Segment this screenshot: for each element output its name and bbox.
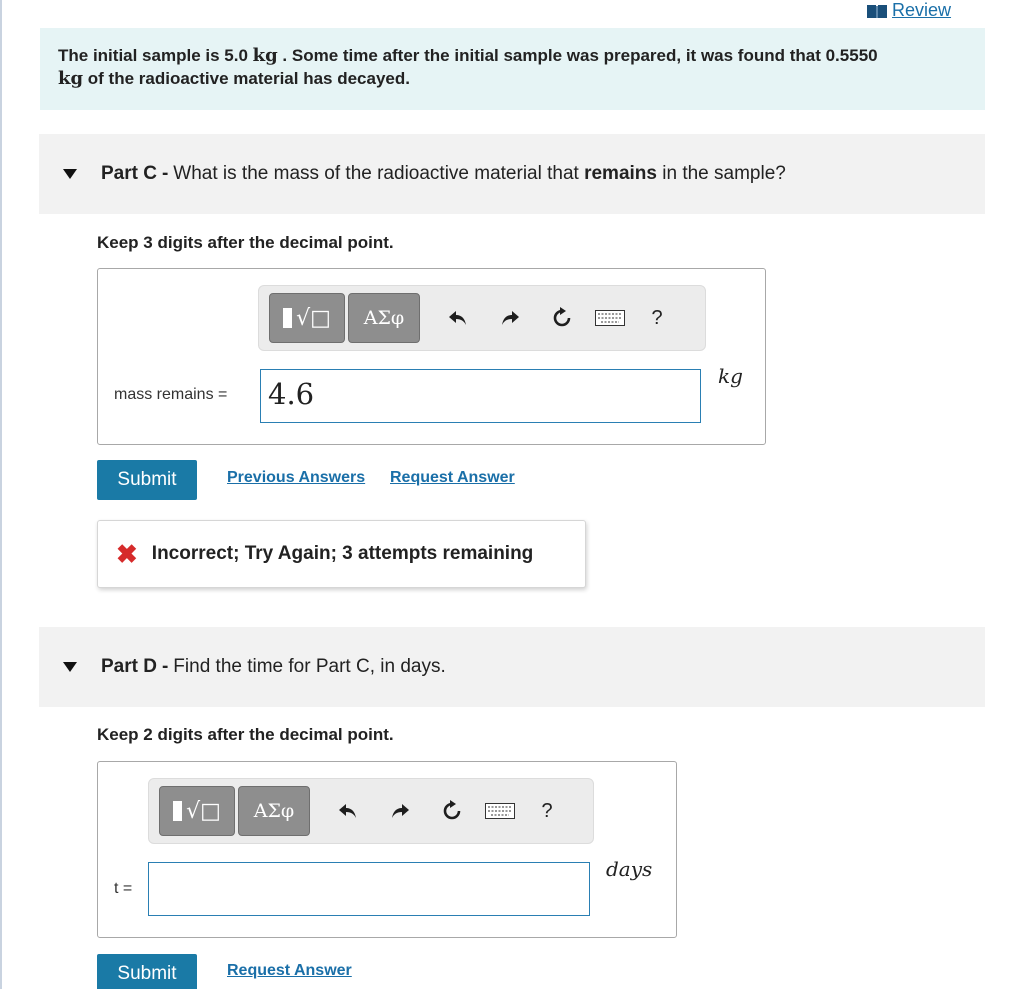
part-c-math-toolbar bbox=[258, 285, 706, 351]
keyboard-icon[interactable] bbox=[590, 298, 630, 338]
part-d-header[interactable] bbox=[39, 627, 985, 707]
redo-icon[interactable] bbox=[380, 791, 420, 831]
part-c-question-b: in the sample? bbox=[662, 163, 786, 184]
part-c-instruction: Keep 3 digits after the decimal point. bbox=[97, 233, 394, 252]
book-icon bbox=[866, 3, 888, 19]
part-d-request-answer-link[interactable]: Request Answer bbox=[227, 962, 352, 979]
intro-text: The initial sample is 5.0 bbox=[58, 46, 253, 65]
intro-unit: kg bbox=[58, 68, 84, 89]
feedback-text: Incorrect; Try Again; 3 attempts remaining bbox=[151, 543, 534, 564]
days-unit: days bbox=[606, 857, 653, 881]
template-block-icon bbox=[173, 801, 182, 821]
time-input[interactable] bbox=[148, 862, 590, 916]
mass-remains-input[interactable]: 4.6 bbox=[260, 369, 701, 423]
t-label: t = bbox=[114, 880, 133, 897]
left-border bbox=[0, 0, 2, 989]
template-block-icon bbox=[283, 308, 292, 328]
collapse-caret-icon[interactable] bbox=[63, 662, 77, 672]
help-button[interactable]: ? bbox=[651, 306, 663, 329]
mass-unit: kg bbox=[718, 364, 743, 388]
error-x-icon: ✖ bbox=[116, 538, 138, 569]
symbols-button[interactable]: ΑΣφ bbox=[238, 786, 310, 836]
part-d-separator: - bbox=[161, 656, 169, 677]
part-c-question-bold: remains bbox=[584, 163, 657, 184]
problem-intro bbox=[40, 28, 985, 110]
sqrt-icon: √□ bbox=[186, 798, 221, 824]
redo-icon[interactable] bbox=[490, 298, 530, 338]
mass-remains-label: mass remains = bbox=[114, 386, 228, 403]
part-c-header[interactable] bbox=[39, 134, 985, 214]
part-d-question: Find the time for Part C, in days. bbox=[173, 656, 446, 677]
undo-icon[interactable] bbox=[328, 791, 368, 831]
collapse-caret-icon[interactable] bbox=[63, 169, 77, 179]
part-c-label: Part C bbox=[101, 163, 157, 184]
symbols-button[interactable]: ΑΣφ bbox=[348, 293, 420, 343]
part-d-submit-button[interactable]: Submit bbox=[97, 954, 197, 989]
part-c-question-a: What is the mass of the radioactive material that bbox=[173, 163, 579, 184]
undo-icon[interactable] bbox=[438, 298, 478, 338]
templates-button[interactable] bbox=[269, 293, 345, 343]
review-link[interactable] bbox=[866, 0, 951, 21]
previous-answers-link[interactable]: Previous Answers bbox=[227, 469, 366, 486]
part-d-instruction: Keep 2 digits after the decimal point. bbox=[97, 725, 394, 744]
part-c-submit-button[interactable]: Submit bbox=[97, 460, 197, 500]
intro-text: of the radioactive material has decayed. bbox=[83, 69, 410, 88]
incorrect-feedback bbox=[97, 520, 586, 588]
sqrt-icon: √□ bbox=[296, 305, 331, 331]
part-d-label: Part D bbox=[101, 656, 157, 677]
part-c-request-answer-link[interactable]: Request Answer bbox=[390, 469, 515, 486]
templates-button[interactable] bbox=[159, 786, 235, 836]
review-link-label: Review bbox=[892, 0, 952, 20]
intro-unit: kg bbox=[252, 45, 278, 66]
part-d-math-toolbar bbox=[148, 778, 594, 844]
help-button[interactable]: ? bbox=[541, 799, 553, 822]
part-c-separator: - bbox=[161, 163, 169, 184]
reset-icon[interactable] bbox=[432, 791, 472, 831]
keyboard-icon[interactable] bbox=[480, 791, 520, 831]
intro-text: . Some time after the initial sample was prepared, it was found that 0.5550 bbox=[277, 46, 878, 65]
reset-icon[interactable] bbox=[542, 298, 582, 338]
